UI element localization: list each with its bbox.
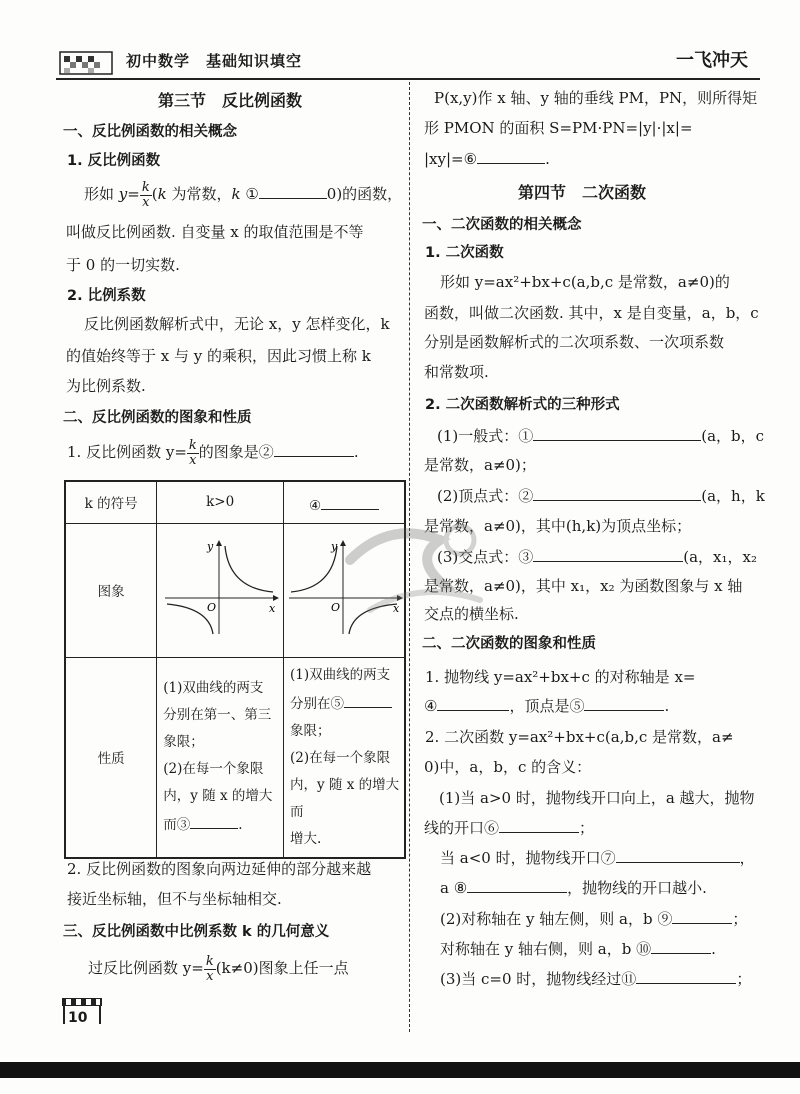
- blank-q4[interactable]: [437, 692, 509, 711]
- origin-label: O: [207, 601, 217, 614]
- blank-q3[interactable]: [533, 543, 683, 562]
- para-coef-1: 反比例函数解析式中，无论 x，y 怎样变化，k: [84, 315, 390, 333]
- para-mean-2: 0)中，a，b，c 的含义：: [424, 758, 592, 776]
- header-rule: [56, 78, 760, 80]
- blank-1[interactable]: [259, 180, 327, 199]
- form-general: (1)一般式：① (a，b，c: [437, 420, 764, 453]
- axis-label-x: x: [269, 602, 276, 615]
- blank-6-inverse[interactable]: [477, 145, 545, 164]
- heading-quad-concepts: 一、二次函数的相关概念: [422, 217, 582, 233]
- para-mean-3: (1)当 a>0 时，抛物线开口向上，a 越大，抛物: [439, 789, 755, 807]
- para-mean-8: 对称轴在 y 轴右侧，则 a，b ⑩ .: [440, 933, 716, 966]
- heading-coefficient: 2. 比例系数: [67, 288, 146, 304]
- blank-q10[interactable]: [651, 935, 711, 954]
- blank-q11[interactable]: [636, 965, 736, 984]
- para-axis-1: 1. 抛物线 y=ax²+bx+c 的对称轴是 x=: [425, 668, 696, 686]
- table-header-sign: k 的符号: [65, 481, 157, 523]
- header-title: 初中数学 基础知识填空: [126, 52, 303, 70]
- para-form-line2: 叫做反比例函数. 自变量 x 的取值范围是不等: [66, 223, 364, 241]
- heading-quad-graph: 二、二次函数的图象和性质: [422, 636, 596, 652]
- blank-q1[interactable]: [533, 422, 701, 441]
- header-logo: [58, 44, 114, 76]
- para-mean-5: 当 a<0 时，抛物线开口⑦ ，: [440, 842, 755, 875]
- blank-q9[interactable]: [672, 905, 732, 924]
- axis-label-x: x: [393, 602, 400, 615]
- form-intercept-cont2: 交点的横坐标.: [424, 605, 519, 623]
- hyperbola-k-positive: [161, 538, 279, 638]
- table-row-graph-label: 图象: [65, 523, 157, 657]
- flying-logo-icon: [330, 500, 500, 650]
- graph-k-positive: [157, 523, 284, 657]
- blank-q7[interactable]: [616, 844, 740, 863]
- fraction-k-over-x: $\frac{k}{x}$: [141, 179, 150, 210]
- para-axis-2: ④ ，顶点是⑤ .: [424, 690, 669, 723]
- para-geometric: 过反比例函数 y= $\frac{k}{x}$ (k≠0)图象上任一点: [88, 953, 349, 984]
- blank-2[interactable]: [274, 438, 354, 457]
- watermark-logo: [330, 500, 500, 650]
- para-extension-2: 接近坐标轴，但不与坐标轴相交.: [67, 890, 282, 908]
- heading-inverse-function: 1. 反比例函数: [67, 153, 161, 169]
- form-general-cont: 是常数，a≠0)；: [424, 456, 536, 474]
- header-brand: 一飞冲天: [676, 50, 748, 71]
- para-mean-6: a ⑧ ，抛物线的开口越小.: [440, 872, 707, 905]
- para-quad-2: 函数，叫做二次函数. 其中，x 是自变量，a，b，c: [424, 304, 759, 322]
- blank-q6[interactable]: [499, 814, 579, 833]
- para-rect-1: P(x,y)作 x 轴、y 轴的垂线 PM，PN，则所得矩: [434, 89, 758, 107]
- para-graph-is: 1. 反比例函数 y= $\frac{k}{x}$ 的图象是② .: [67, 437, 359, 468]
- properties-k-positive: (1)双曲线的两支 分别在第一、第三 象限； (2)在每一个象限 内，y 随 x 的增大 而③ .: [157, 657, 284, 858]
- origin-label: O: [331, 601, 341, 614]
- para-form-line3: 于 0 的一切实数.: [66, 256, 180, 274]
- blank-5[interactable]: [344, 689, 392, 708]
- axis-label-y: y: [207, 540, 214, 553]
- table-header-kpos: k>0: [157, 481, 284, 523]
- heading-quad-forms: 2. 二次函数解析式的三种形式: [425, 397, 620, 413]
- heading-inverse-concepts: 一、反比例函数的相关概念: [63, 124, 237, 140]
- para-inverse-form: 形如 y= $\frac{k}{x}$ (k 为常数，k ① 0)的函数，: [84, 179, 403, 210]
- checker-flag-icon: [58, 44, 114, 76]
- blank-q5[interactable]: [584, 692, 664, 711]
- para-mean-4: 线的开口⑥ ；: [424, 812, 594, 845]
- axis-label-y: y: [331, 540, 338, 553]
- heading-geometric: 三、反比例函数中比例系数 k 的几何意义: [63, 924, 330, 940]
- para-extension-1: 2. 反比例函数的图象向两边延伸的部分越来越: [67, 860, 372, 878]
- para-quad-1: 形如 y=ax²+bx+c(a,b,c 是常数，a≠0)的: [440, 273, 730, 291]
- footer-bar: [0, 1062, 800, 1078]
- para-mean-9: (3)当 c=0 时，抛物线经过⑪ ；: [440, 963, 751, 996]
- form-vertex-cont: 是常数，a≠0)，其中(h,k)为顶点坐标；: [424, 517, 692, 535]
- para-mean-7: (2)对称轴在 y 轴左侧，则 a，b ⑨ ；: [440, 903, 747, 936]
- para-mean-1: 2. 二次函数 y=ax²+bx+c(a,b,c 是常数，a≠: [425, 728, 734, 746]
- para-rect-2: 形 PMON 的面积 S=PM·PN=|y|·|x|=: [424, 119, 693, 137]
- para-coef-3: 为比例系数.: [66, 377, 146, 395]
- blank-q2[interactable]: [533, 482, 701, 501]
- heading-inverse-graph: 二、反比例函数的图象和性质: [63, 410, 252, 426]
- form-vertex: (2)顶点式：② (a，h，k: [437, 480, 765, 513]
- section-title-inverse: 第三节 反比例函数: [158, 91, 303, 110]
- para-quad-4: 和常数项.: [424, 363, 489, 381]
- blank-q8[interactable]: [467, 874, 567, 893]
- para-quad-3: 分别是函数解析式的二次项系数、一次项系数: [424, 333, 725, 351]
- form-intercept-cont: 是常数，a≠0)，其中 x₁，x₂ 为函数图象与 x 轴: [424, 577, 743, 595]
- section-title-quadratic: 第四节 二次函数: [518, 183, 647, 202]
- page-number: 10: [68, 1010, 88, 1026]
- properties-k-negative: (1)双曲线的两支 分别在⑤ 象限； (2)在每一个象限 内，y 随 x 的增大而 增大.: [284, 657, 406, 858]
- blank-3[interactable]: [190, 810, 238, 829]
- para-coef-2: 的值始终等于 x 与 y 的乘积，因此习惯上称 k: [66, 347, 371, 365]
- form-intercept: (3)交点式：③ (a，x₁，x₂: [437, 541, 757, 574]
- para-rect-3: |xy|=⑥ .: [424, 143, 550, 176]
- table-row-prop-label: 性质: [65, 657, 157, 858]
- table-header-blank4: ④: [284, 481, 406, 523]
- heading-quad-function: 1. 二次函数: [425, 245, 504, 261]
